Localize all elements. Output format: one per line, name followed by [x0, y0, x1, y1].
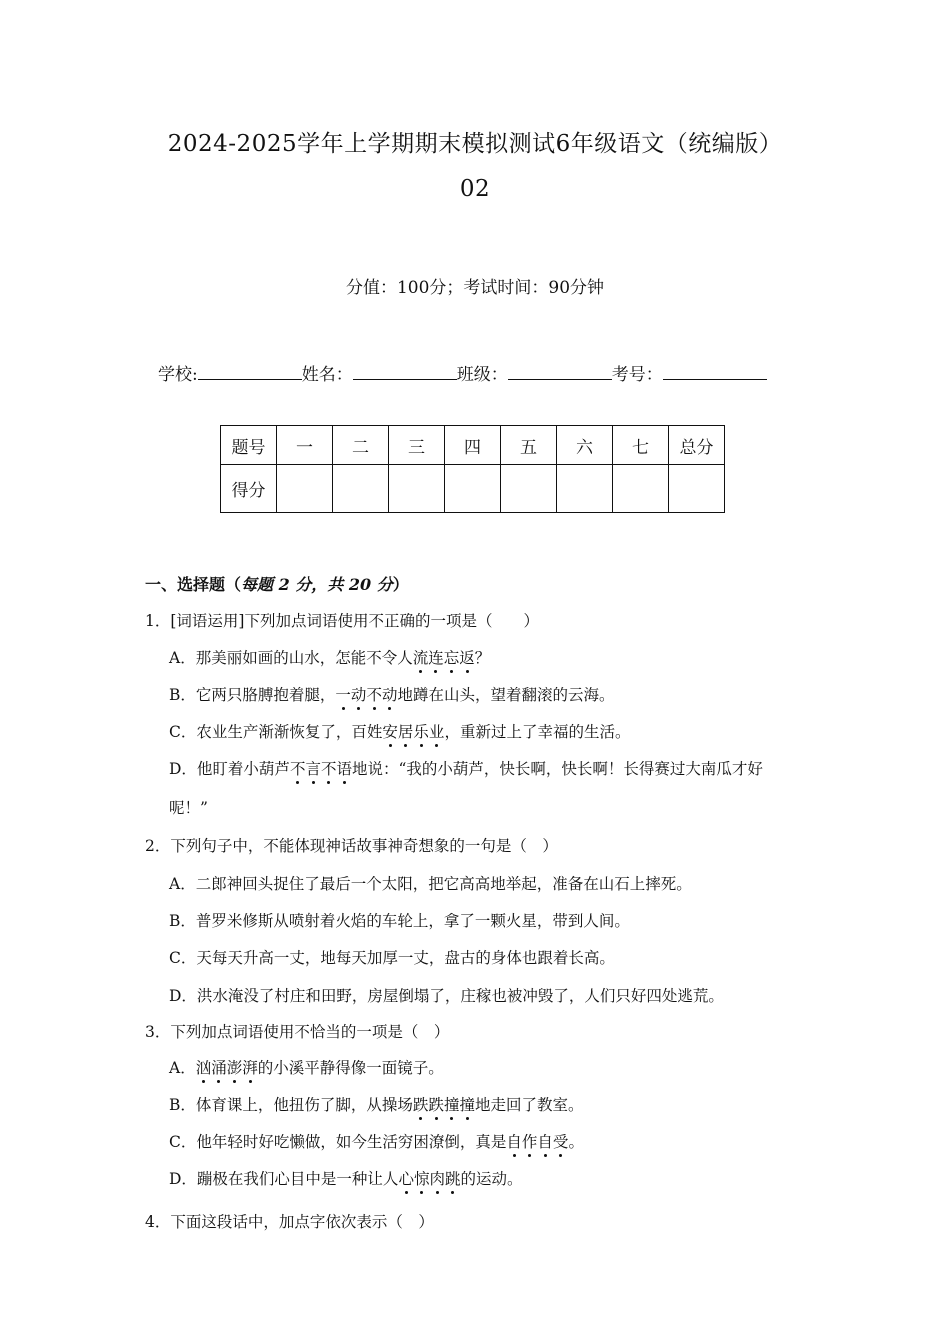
option-text: C．他年轻时好吃懒做，如今生活穷困潦倒，真是	[169, 1133, 507, 1151]
dotted-term	[413, 649, 475, 667]
section-close: ）	[392, 575, 409, 594]
name-label: 姓名：	[301, 365, 353, 385]
option-text: 的小溪平静得像一面镜子。	[257, 1059, 444, 1077]
option-text: A．	[169, 1059, 196, 1077]
option-text: D．蹦极在我们心目中是一种让人	[169, 1170, 399, 1188]
option-text: B．它两只胳膊抱着腿，	[169, 686, 336, 704]
dotted-term	[413, 1096, 475, 1114]
emphasis-char: 澎	[226, 1059, 243, 1077]
option-text: D．他盯着小葫芦	[169, 760, 290, 778]
option-text: 的运动。	[460, 1170, 523, 1188]
score-header-cell: 六	[557, 426, 613, 465]
student-info-row	[158, 360, 767, 385]
emphasis-char: 撞	[459, 1096, 475, 1114]
emphasis-char: 惊	[413, 1170, 430, 1188]
score-row-label: 得分	[221, 465, 277, 513]
score-header-cell: 七	[613, 426, 669, 465]
option-a[interactable]: A．二郎神回头捉住了最后一个太阳，把它高高地举起，准备在山石上摔死。	[169, 875, 692, 893]
dotted-term	[196, 1059, 258, 1077]
option-a[interactable]	[169, 1056, 444, 1078]
emphasis-char: 流	[412, 649, 429, 667]
option-c[interactable]	[169, 720, 630, 742]
emphasis-char: 乐	[413, 723, 429, 741]
option-d-continued: 呢！”	[169, 799, 208, 817]
question-stem: 3．下列加点词语使用不恰当的一项是（ ）	[145, 1023, 450, 1041]
emphasis-char: 跌	[412, 1096, 429, 1114]
exam-subtitle: 分值：100分；考试时间：90分钟	[345, 278, 605, 298]
school-blank[interactable]	[198, 361, 302, 380]
score-table-header-row	[221, 426, 725, 465]
score-cell[interactable]	[277, 465, 333, 513]
option-d[interactable]	[169, 757, 763, 779]
score-cell[interactable]	[669, 465, 725, 513]
option-text: ，重新过上了幸福的生活。	[444, 723, 631, 741]
score-cell[interactable]	[557, 465, 613, 513]
option-c[interactable]	[169, 1130, 584, 1152]
emphasis-char: 肉	[429, 1170, 445, 1188]
emphasis-char: 业	[428, 723, 445, 741]
emphasis-char: 不	[366, 686, 382, 704]
score-cell[interactable]	[613, 465, 669, 513]
option-b[interactable]: B．普罗米修斯从喷射着火焰的车轮上，拿了一颗火星，带到人间。	[169, 912, 630, 930]
emphasis-char: 受	[552, 1133, 569, 1151]
score-header-cell: 三	[389, 426, 445, 465]
option-b[interactable]	[169, 683, 614, 705]
emphasis-char: 返	[459, 649, 475, 667]
option-d[interactable]: D．洪水淹没了村庄和田野，房屋倒塌了，庄稼也被冲毁了，人们只好四处逃荒。	[169, 987, 724, 1005]
score-cell[interactable]	[445, 465, 501, 513]
emphasis-char: 忘	[443, 649, 460, 667]
dotted-term	[506, 1133, 568, 1151]
option-text: 地走回了教室。	[474, 1096, 584, 1114]
option-text: 。	[568, 1133, 584, 1151]
exam-title-line1: 2024-2025学年上学期期末模拟测试6年级语文（统编版）	[167, 131, 783, 157]
exam-no-label: 考号：	[611, 365, 663, 385]
option-text: ？	[474, 649, 491, 667]
emphasis-char: 言	[305, 760, 321, 778]
emphasis-char: 不	[289, 760, 306, 778]
option-d[interactable]	[169, 1167, 523, 1189]
score-cell[interactable]	[389, 465, 445, 513]
question-stem: 2．下列句子中，不能体现神话故事神奇想象的一句是（ ）	[145, 837, 558, 855]
section-heading	[145, 572, 409, 595]
score-header-cell: 总分	[669, 426, 725, 465]
emphasis-char: 自	[506, 1133, 522, 1151]
emphasis-char: 自	[537, 1133, 553, 1151]
name-blank[interactable]	[353, 361, 457, 380]
score-cell[interactable]	[333, 465, 389, 513]
emphasis-char: 动	[381, 686, 398, 704]
score-table	[220, 425, 725, 513]
emphasis-char: 语	[336, 760, 352, 778]
emphasis-char: 不	[320, 760, 337, 778]
emphasis-char: 动	[350, 686, 367, 704]
dotted-term	[382, 723, 444, 741]
emphasis-char: 撞	[443, 1096, 460, 1114]
option-b[interactable]	[169, 1093, 583, 1115]
option-a[interactable]	[169, 646, 490, 668]
emphasis-char: 汹	[195, 1059, 212, 1077]
class-blank[interactable]	[508, 361, 612, 380]
question-stem: 1．[词语运用]下列加点词语使用不正确的一项是（ ）	[145, 612, 539, 630]
emphasis-char: 作	[521, 1133, 538, 1151]
score-header-cell: 二	[333, 426, 389, 465]
class-label: 班级：	[456, 365, 508, 385]
score-header-cell: 一	[277, 426, 333, 465]
option-text: C．农业生产渐渐恢复了，百姓	[169, 723, 383, 741]
school-label: 学校:	[158, 365, 198, 385]
dotted-term	[398, 1170, 460, 1188]
emphasis-char: 安	[382, 723, 398, 741]
score-header-cell: 题号	[221, 426, 277, 465]
score-header-cell: 四	[445, 426, 501, 465]
emphasis-char: 跌	[428, 1096, 444, 1114]
emphasis-char: 居	[397, 723, 414, 741]
score-table-score-row	[221, 465, 725, 513]
emphasis-char: 一	[335, 686, 351, 704]
emphasis-char: 心	[398, 1170, 414, 1188]
exam-title-line2: 02	[459, 176, 491, 202]
emphasis-char: 连	[428, 649, 444, 667]
option-c[interactable]: C．天每天升高一丈，地每天加厚一丈，盘古的身体也跟着长高。	[169, 949, 615, 967]
score-header-cell: 五	[501, 426, 557, 465]
exam-no-blank[interactable]	[663, 361, 767, 380]
option-text: A．那美丽如画的山水，怎能不令人	[169, 649, 413, 667]
dotted-term	[290, 760, 352, 778]
option-text: 地说：“我的小葫芦，快长啊，快长啊！长得赛过大南瓜才好	[352, 760, 763, 778]
emphasis-char: 跳	[444, 1170, 461, 1188]
dotted-term	[335, 686, 397, 704]
question-stem: 4．下面这段话中，加点字依次表示（ ）	[145, 1213, 434, 1231]
option-text: 地蹲在山头，望着翻滚的云海。	[397, 686, 615, 704]
emphasis-char: 湃	[242, 1059, 258, 1077]
section-detail: 每题 2 分，共 20 分	[241, 575, 393, 594]
option-text: B．体育课上，他扭伤了脚，从操场	[169, 1096, 413, 1114]
emphasis-char: 涌	[211, 1059, 227, 1077]
section-title: 一、选择题（	[145, 575, 242, 594]
score-cell[interactable]	[501, 465, 557, 513]
